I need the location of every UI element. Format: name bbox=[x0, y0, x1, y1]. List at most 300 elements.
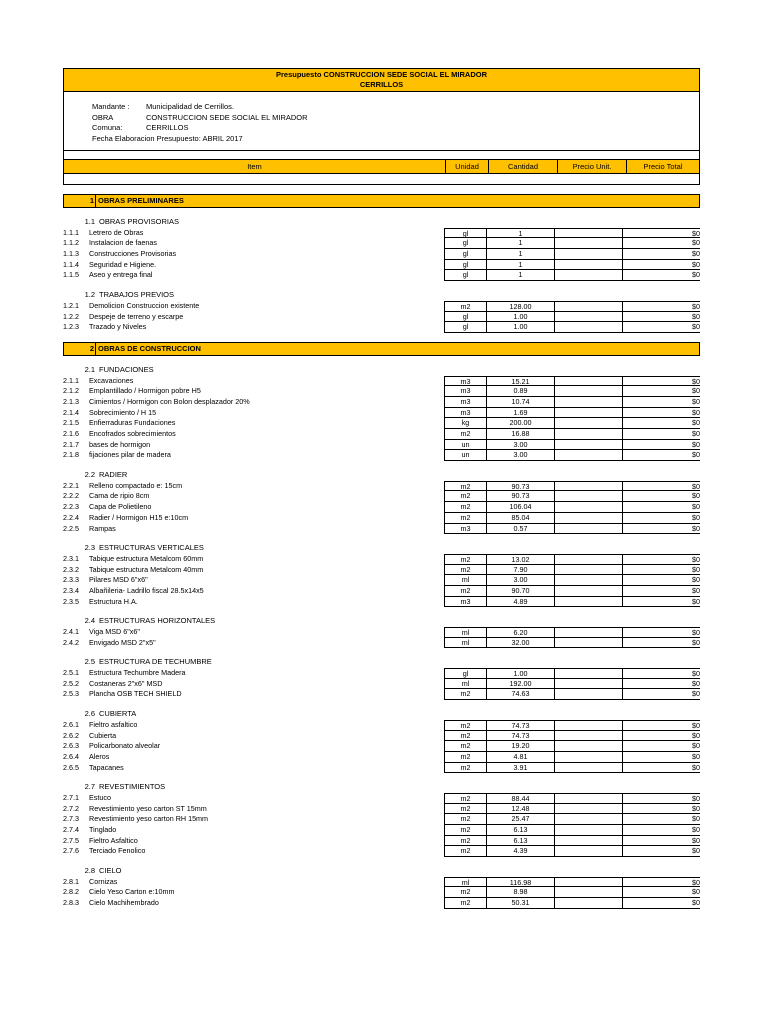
item-quantity: 3.00 bbox=[486, 450, 554, 461]
item-unit: m3 bbox=[444, 397, 486, 408]
table-row bbox=[63, 752, 700, 763]
item-quantity: 90.73 bbox=[486, 491, 554, 502]
item-code: 2.6.2 bbox=[63, 730, 79, 740]
item-code: 2.3.4 bbox=[63, 585, 79, 595]
item-total: $0 bbox=[622, 804, 700, 815]
item-description: Rampas bbox=[89, 523, 116, 533]
item-unit: m3 bbox=[444, 597, 486, 608]
item-total: $0 bbox=[622, 524, 700, 535]
item-total: $0 bbox=[622, 408, 700, 419]
item-description: Enfierraduras Fundaciones bbox=[89, 418, 176, 428]
item-code: 2.5.1 bbox=[63, 668, 79, 678]
table-row bbox=[63, 804, 700, 815]
item-code: 2.6.5 bbox=[63, 762, 79, 772]
group-header bbox=[63, 543, 700, 554]
group-header bbox=[63, 709, 700, 720]
item-quantity: 1 bbox=[486, 228, 554, 239]
table-row bbox=[63, 440, 700, 451]
item-unit: m2 bbox=[444, 814, 486, 825]
item-quantity: 3.91 bbox=[486, 763, 554, 774]
group-number: 2.4 bbox=[84, 616, 95, 626]
item-total: $0 bbox=[622, 836, 700, 847]
spacer bbox=[63, 648, 700, 657]
section-title: OBRAS DE CONSTRUCCION bbox=[98, 343, 201, 353]
item-code: 1.1.1 bbox=[63, 227, 79, 237]
item-description: Cornizas bbox=[89, 876, 118, 886]
item-quantity: 1 bbox=[486, 260, 554, 271]
item-quantity: 10.74 bbox=[486, 397, 554, 408]
group-title: ESTRUCTURA DE TECHUMBRE bbox=[99, 657, 212, 667]
item-unit-price bbox=[554, 825, 622, 836]
item-code: 1.2.2 bbox=[63, 311, 79, 321]
item-unit: m3 bbox=[444, 408, 486, 419]
item-description: Viga MSD 6"x6" bbox=[89, 627, 140, 636]
item-unit-price bbox=[554, 638, 622, 649]
item-code: 2.4.1 bbox=[63, 627, 79, 636]
item-code: 2.2.3 bbox=[63, 502, 79, 512]
group-title: ESTRUCTURAS VERTICALES bbox=[99, 543, 204, 553]
item-unit: m2 bbox=[444, 429, 486, 440]
item-code: 2.7.1 bbox=[63, 792, 79, 802]
table-row bbox=[63, 887, 700, 898]
table-row bbox=[63, 524, 700, 535]
group-title: OBRAS PROVISORIAS bbox=[99, 217, 180, 226]
item-unit-price bbox=[554, 249, 622, 260]
item-unit-price bbox=[554, 502, 622, 513]
table-row bbox=[63, 270, 700, 281]
project-info bbox=[63, 92, 700, 150]
item-description: Despeje de terreno y escarpe bbox=[89, 311, 184, 321]
item-unit: gl bbox=[444, 238, 486, 249]
item-unit: m2 bbox=[444, 825, 486, 836]
item-total: $0 bbox=[622, 689, 700, 700]
item-description: Demolicion Construccion existente bbox=[89, 300, 200, 310]
item-code: 2.7.4 bbox=[63, 825, 79, 834]
item-quantity: 106.04 bbox=[486, 502, 554, 513]
item-code: 2.7.3 bbox=[63, 814, 79, 824]
spacer bbox=[63, 174, 700, 185]
item-quantity: 32.00 bbox=[486, 638, 554, 649]
item-quantity: 1 bbox=[486, 270, 554, 281]
item-total: $0 bbox=[622, 814, 700, 825]
table-row bbox=[63, 249, 700, 260]
item-code: 2.5.2 bbox=[63, 678, 79, 688]
spacer bbox=[63, 185, 700, 194]
item-unit: m2 bbox=[444, 513, 486, 524]
item-unit: m2 bbox=[444, 804, 486, 815]
item-unit-price bbox=[554, 627, 622, 638]
item-description: Revestimiento yeso carton RH 15mm bbox=[89, 814, 209, 824]
item-unit-price bbox=[554, 301, 622, 312]
table-row bbox=[63, 627, 700, 638]
group-number: 2.5 bbox=[84, 657, 95, 667]
table-row bbox=[63, 898, 700, 909]
item-code: 2.1.6 bbox=[63, 429, 79, 438]
item-unit-price bbox=[554, 731, 622, 742]
item-total: $0 bbox=[622, 249, 700, 260]
item-description: Terciado Fenolico bbox=[89, 846, 146, 856]
spacer bbox=[63, 356, 700, 365]
item-description: Trazado y Niveles bbox=[89, 322, 147, 332]
item-total: $0 bbox=[622, 793, 700, 804]
item-description: Cubierta bbox=[89, 730, 117, 740]
table-row bbox=[63, 731, 700, 742]
item-unit-price bbox=[554, 429, 622, 440]
item-unit-price bbox=[554, 386, 622, 397]
col-precio-total: Precio Total bbox=[643, 162, 683, 171]
item-unit: m2 bbox=[444, 586, 486, 597]
item-unit: gl bbox=[444, 322, 486, 333]
item-unit: m2 bbox=[444, 887, 486, 898]
item-unit-price bbox=[554, 887, 622, 898]
section-number: 1 bbox=[64, 195, 96, 207]
item-unit-price bbox=[554, 322, 622, 333]
item-unit: ml bbox=[444, 638, 486, 649]
table-row bbox=[63, 554, 700, 565]
item-total: $0 bbox=[622, 565, 700, 576]
item-code: 2.1.7 bbox=[63, 439, 79, 449]
group-number: 2.2 bbox=[84, 470, 95, 480]
item-code: 2.2.4 bbox=[63, 512, 79, 522]
item-unit: gl bbox=[444, 260, 486, 271]
item-unit: m2 bbox=[444, 554, 486, 565]
group-title: REVESTIMIENTOS bbox=[99, 782, 166, 792]
info-fecha: Fecha Elaboracion Presupuesto: ABRIL 2017 bbox=[92, 133, 243, 143]
item-total: $0 bbox=[622, 270, 700, 281]
group-title: CUBIERTA bbox=[99, 709, 137, 719]
item-total: $0 bbox=[622, 638, 700, 649]
item-total: $0 bbox=[622, 502, 700, 513]
info-comuna: Comuna: CERRILLOS bbox=[92, 123, 189, 132]
item-total: $0 bbox=[622, 554, 700, 565]
item-total: $0 bbox=[622, 386, 700, 397]
item-unit: ml bbox=[444, 627, 486, 638]
item-description: bases de hormigon bbox=[89, 439, 151, 449]
table-row bbox=[63, 638, 700, 649]
item-unit: m3 bbox=[444, 386, 486, 397]
item-quantity: 50.31 bbox=[486, 898, 554, 909]
item-description: Estructura Techumbre Madera bbox=[89, 668, 186, 678]
table-row bbox=[63, 513, 700, 524]
item-quantity: 1.69 bbox=[486, 408, 554, 419]
item-total: $0 bbox=[622, 825, 700, 836]
spacer bbox=[63, 461, 700, 470]
item-quantity: 0.57 bbox=[486, 524, 554, 535]
table-row bbox=[63, 877, 700, 888]
group-title: FUNDACIONES bbox=[99, 364, 154, 374]
table-row bbox=[63, 376, 700, 387]
budget-body bbox=[63, 185, 700, 909]
item-quantity: 192.00 bbox=[486, 679, 554, 690]
item-unit-price bbox=[554, 763, 622, 774]
item-unit: m3 bbox=[444, 376, 486, 387]
item-unit-price bbox=[554, 752, 622, 763]
item-unit: m2 bbox=[444, 301, 486, 312]
item-total: $0 bbox=[622, 440, 700, 451]
group-header bbox=[63, 217, 700, 228]
item-unit-price bbox=[554, 450, 622, 461]
group-title: TRABAJOS PREVIOS bbox=[99, 290, 175, 300]
item-unit-price bbox=[554, 312, 622, 323]
item-unit: m2 bbox=[444, 720, 486, 731]
item-code: 2.6.1 bbox=[63, 719, 79, 729]
item-unit-price bbox=[554, 228, 622, 239]
item-total: $0 bbox=[622, 752, 700, 763]
item-code: 1.1.4 bbox=[63, 259, 79, 269]
item-unit: m2 bbox=[444, 491, 486, 502]
item-unit: m2 bbox=[444, 481, 486, 492]
item-code: 2.5.3 bbox=[63, 689, 79, 699]
item-unit-price bbox=[554, 418, 622, 429]
item-code: 2.2.5 bbox=[63, 523, 79, 533]
spacer bbox=[63, 700, 700, 709]
item-unit-price bbox=[554, 238, 622, 249]
item-unit: kg bbox=[444, 418, 486, 429]
group-title: ESTRUCTURAS HORIZONTALES bbox=[99, 616, 216, 626]
item-unit-price bbox=[554, 814, 622, 825]
item-code: 1.2.3 bbox=[63, 322, 79, 332]
item-total: $0 bbox=[622, 491, 700, 502]
section-header bbox=[63, 194, 700, 208]
col-cantidad: Cantidad bbox=[489, 160, 558, 173]
item-description: Tinglado bbox=[89, 825, 117, 834]
item-unit-price bbox=[554, 668, 622, 679]
item-unit-price bbox=[554, 575, 622, 586]
item-quantity: 4.81 bbox=[486, 752, 554, 763]
table-row bbox=[63, 825, 700, 836]
item-unit-price bbox=[554, 408, 622, 419]
item-total: $0 bbox=[622, 481, 700, 492]
section-number: 2 bbox=[64, 343, 96, 355]
table-row bbox=[63, 763, 700, 774]
spacer bbox=[63, 607, 700, 616]
item-unit-price bbox=[554, 481, 622, 492]
table-row bbox=[63, 586, 700, 597]
item-quantity: 3.00 bbox=[486, 575, 554, 586]
item-description: Fieltro Asfaltico bbox=[89, 835, 138, 845]
group-header bbox=[63, 616, 700, 627]
item-quantity: 7.90 bbox=[486, 565, 554, 576]
item-description: Cielo Machihembrado bbox=[89, 898, 159, 908]
item-quantity: 85.04 bbox=[486, 513, 554, 524]
item-quantity: 74.63 bbox=[486, 689, 554, 700]
group-number: 1.2 bbox=[84, 290, 95, 300]
group-title: RADIER bbox=[99, 470, 128, 480]
spacer bbox=[63, 208, 700, 217]
table-row bbox=[63, 565, 700, 576]
item-description: Estuco bbox=[89, 792, 111, 802]
table-row bbox=[63, 689, 700, 700]
info-mandante: Mandante : Municipalidad de Cerrillos. bbox=[92, 102, 234, 111]
item-unit-price bbox=[554, 877, 622, 888]
table-row bbox=[63, 322, 700, 333]
spacer bbox=[63, 857, 700, 866]
item-unit-price bbox=[554, 679, 622, 690]
table-row bbox=[63, 450, 700, 461]
item-unit-price bbox=[554, 597, 622, 608]
item-unit-price bbox=[554, 524, 622, 535]
item-total: $0 bbox=[622, 322, 700, 333]
item-quantity: 1 bbox=[486, 238, 554, 249]
group-number: 1.1 bbox=[84, 217, 95, 226]
item-code: 2.1.3 bbox=[63, 396, 79, 406]
item-description: Tapacanes bbox=[89, 762, 124, 772]
section-title: OBRAS PRELIMINARES bbox=[98, 196, 184, 205]
item-quantity: 15.21 bbox=[486, 376, 554, 387]
table-row bbox=[63, 597, 700, 608]
group-header bbox=[63, 365, 700, 376]
spacer bbox=[63, 534, 700, 543]
item-total: $0 bbox=[622, 877, 700, 888]
item-unit: m2 bbox=[444, 846, 486, 857]
item-code: 2.8.3 bbox=[63, 898, 79, 908]
item-unit-price bbox=[554, 586, 622, 597]
item-quantity: 0.89 bbox=[486, 386, 554, 397]
spacer bbox=[63, 150, 700, 159]
title-line-1: Presupuesto CONSTRUCCION SEDE SOCIAL EL MIRADOR bbox=[276, 70, 487, 79]
table-row bbox=[63, 668, 700, 679]
item-quantity: 1 bbox=[486, 249, 554, 260]
table-row bbox=[63, 260, 700, 271]
item-unit: m2 bbox=[444, 689, 486, 700]
budget-sheet bbox=[63, 68, 700, 909]
item-unit: un bbox=[444, 450, 486, 461]
item-unit: m2 bbox=[444, 502, 486, 513]
item-unit: un bbox=[444, 440, 486, 451]
item-code: 2.6.3 bbox=[63, 741, 79, 751]
item-quantity: 74.73 bbox=[486, 720, 554, 731]
item-description: Radier / Hormigon H15 e:10cm bbox=[89, 512, 189, 522]
table-row bbox=[63, 397, 700, 408]
item-unit: gl bbox=[444, 668, 486, 679]
item-unit-price bbox=[554, 491, 622, 502]
item-unit-price bbox=[554, 793, 622, 804]
item-unit-price bbox=[554, 260, 622, 271]
table-row bbox=[63, 418, 700, 429]
spacer bbox=[63, 281, 700, 290]
item-code: 2.1.5 bbox=[63, 418, 79, 428]
item-description: Albañileria- Ladrillo fiscal 28.5x14x5 bbox=[89, 585, 204, 595]
item-total: $0 bbox=[622, 720, 700, 731]
item-code: 1.1.3 bbox=[63, 249, 79, 259]
item-quantity: 74.73 bbox=[486, 731, 554, 742]
item-unit-price bbox=[554, 846, 622, 857]
item-description: Pilares MSD 6"x6" bbox=[89, 575, 148, 585]
item-quantity: 128.00 bbox=[486, 301, 554, 312]
group-number: 2.8 bbox=[84, 866, 95, 876]
item-quantity: 1.00 bbox=[486, 312, 554, 323]
item-description: Excavaciones bbox=[89, 375, 134, 385]
item-quantity: 6.13 bbox=[486, 825, 554, 836]
item-unit-price bbox=[554, 720, 622, 731]
item-total: $0 bbox=[622, 260, 700, 271]
item-quantity: 90.70 bbox=[486, 586, 554, 597]
item-description: Aseo y entrega final bbox=[89, 270, 153, 280]
item-description: Estructura H.A. bbox=[89, 596, 138, 606]
item-quantity: 19.20 bbox=[486, 741, 554, 752]
item-quantity: 6.20 bbox=[486, 627, 554, 638]
item-total: $0 bbox=[622, 418, 700, 429]
item-quantity: 1.00 bbox=[486, 322, 554, 333]
item-quantity: 4.39 bbox=[486, 846, 554, 857]
item-code: 2.2.2 bbox=[63, 491, 79, 501]
item-description: Cielo Yeso Carton e:10mm bbox=[89, 887, 175, 897]
item-description: Cama de ripio 8cm bbox=[89, 491, 150, 501]
item-unit-price bbox=[554, 689, 622, 700]
item-unit-price bbox=[554, 741, 622, 752]
item-unit: m2 bbox=[444, 763, 486, 774]
item-total: $0 bbox=[622, 513, 700, 524]
item-quantity: 200.00 bbox=[486, 418, 554, 429]
item-total: $0 bbox=[622, 597, 700, 608]
table-row bbox=[63, 793, 700, 804]
item-code: 2.4.2 bbox=[63, 637, 79, 647]
item-quantity: 12.48 bbox=[486, 804, 554, 815]
item-unit: ml bbox=[444, 877, 486, 888]
item-total: $0 bbox=[622, 228, 700, 239]
item-unit: gl bbox=[444, 312, 486, 323]
table-row bbox=[63, 429, 700, 440]
title-line-2: CERRILLOS bbox=[359, 80, 404, 89]
group-header bbox=[63, 290, 700, 301]
group-header bbox=[63, 470, 700, 481]
item-code: 2.3.2 bbox=[63, 564, 79, 574]
item-quantity: 6.13 bbox=[486, 836, 554, 847]
item-description: Aleros bbox=[89, 751, 110, 761]
spacer bbox=[63, 333, 700, 342]
item-quantity: 25.47 bbox=[486, 814, 554, 825]
table-row bbox=[63, 312, 700, 323]
item-description: Plancha OSB TECH SHIELD bbox=[89, 689, 182, 699]
column-header-row bbox=[63, 159, 700, 174]
group-title: CIELO bbox=[99, 866, 122, 876]
item-unit-price bbox=[554, 554, 622, 565]
item-total: $0 bbox=[622, 898, 700, 909]
item-unit-price bbox=[554, 397, 622, 408]
item-description: Instalacion de faenas bbox=[89, 238, 157, 248]
item-total: $0 bbox=[622, 731, 700, 742]
item-total: $0 bbox=[622, 741, 700, 752]
table-row bbox=[63, 741, 700, 752]
item-unit: ml bbox=[444, 575, 486, 586]
table-row bbox=[63, 301, 700, 312]
item-code: 2.7.5 bbox=[63, 835, 79, 845]
item-unit: m2 bbox=[444, 741, 486, 752]
item-unit: m2 bbox=[444, 752, 486, 763]
item-description: Fieltro asfaltico bbox=[89, 719, 138, 729]
item-total: $0 bbox=[622, 397, 700, 408]
item-unit: m2 bbox=[444, 731, 486, 742]
item-unit-price bbox=[554, 804, 622, 815]
item-total: $0 bbox=[622, 450, 700, 461]
item-code: 2.3.1 bbox=[63, 553, 79, 563]
table-row bbox=[63, 481, 700, 492]
item-code: 2.6.4 bbox=[63, 751, 79, 761]
table-row bbox=[63, 836, 700, 847]
group-header bbox=[63, 657, 700, 668]
item-unit: m3 bbox=[444, 524, 486, 535]
item-code: 2.7.6 bbox=[63, 846, 79, 856]
table-row bbox=[63, 238, 700, 249]
item-total: $0 bbox=[622, 575, 700, 586]
item-description: Letrero de Obras bbox=[89, 227, 144, 237]
item-total: $0 bbox=[622, 627, 700, 638]
item-quantity: 90.73 bbox=[486, 481, 554, 492]
item-quantity: 4.89 bbox=[486, 597, 554, 608]
item-total: $0 bbox=[622, 846, 700, 857]
item-total: $0 bbox=[622, 429, 700, 440]
spacer bbox=[63, 773, 700, 782]
